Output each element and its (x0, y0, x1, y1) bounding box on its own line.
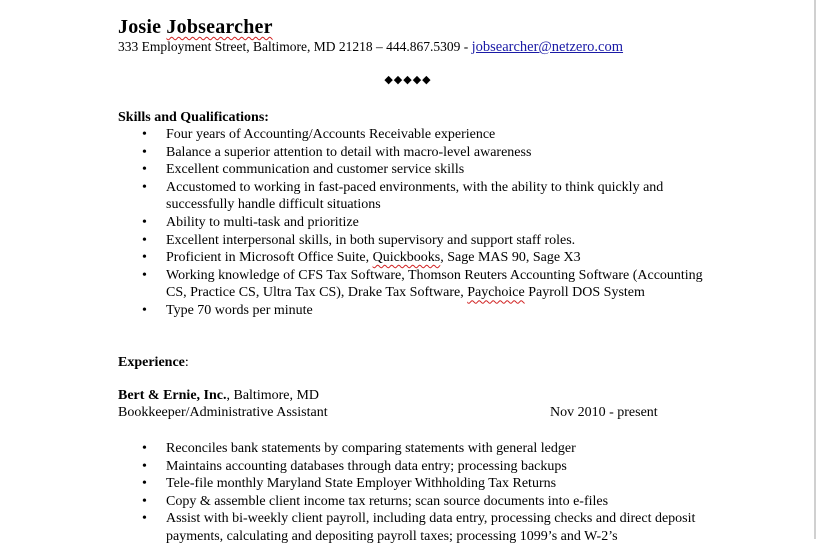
skills-heading: Skills and Qualifications: (118, 110, 269, 125)
skills-list (118, 126, 718, 320)
list-item: • Assist with bi-weekly client payroll, including data entry, processing checks and direct deposit payments, calculating and depositing payroll taxes; processing 1099’s and W-2’s (118, 510, 718, 545)
job-title: Bookkeeper/Administrative Assistant (118, 405, 328, 420)
list-item: • Working knowledge of CFS Tax Software, Thomson Reuters Accounting Software (Accounting CS, Practice CS, Ultra Tax CS), Drake Tax Software, Paychoice Payroll DOS System (118, 267, 718, 302)
employer-name: Bert & Ernie, Inc. (118, 388, 227, 403)
list-item: • Proficient in Microsoft Office Suite, Quickbooks, Sage MAS 90, Sage X3 (118, 249, 718, 267)
list-item: • Excellent interpersonal skills, in both supervisory and support staff roles. (118, 232, 718, 250)
last-name: Jobsearcher (166, 16, 273, 38)
list-item: • Type 70 words per minute (118, 302, 718, 320)
list-item: • Tele-file monthly Maryland State Employer Withholding Tax Returns (118, 475, 718, 493)
experience-heading: Experience: (118, 355, 189, 370)
address-phone: 333 Employment Street, Baltimore, MD 21218 – 444.867.5309 - (118, 39, 472, 54)
section-separator: ◆◆◆◆◆ (384, 74, 432, 86)
job-title-row (118, 405, 678, 421)
job-dates: Nov 2010 - present (550, 405, 658, 420)
employer-location: , Baltimore, MD (226, 388, 320, 403)
list-item: • Four years of Accounting/Accounts Receivable experience (118, 126, 718, 144)
email-link[interactable]: jobsearcher@netzero.com (471, 39, 624, 55)
list-item: • Maintains accounting databases through data entry; processing backups (118, 458, 718, 476)
list-item: • Accustomed to working in fast-paced environments, with the ability to think quickly and successfully handle difficult situations (118, 179, 718, 214)
list-item: • Copy & assemble client income tax returns; scan source documents into e-files (118, 493, 718, 511)
experience-duties-list (118, 440, 718, 546)
list-item: • Ability to multi-task and prioritize (118, 214, 718, 232)
list-item: • Reconciles bank statements by comparing statements with general ledger (118, 440, 718, 458)
employer-line (118, 388, 319, 404)
list-item: • Balance a superior attention to detail with macro-level awareness (118, 144, 718, 162)
applicant-name (118, 16, 273, 39)
first-name: Josie (118, 16, 162, 38)
contact-line (118, 39, 623, 56)
list-item: • Excellent communication and customer service skills (118, 161, 718, 179)
